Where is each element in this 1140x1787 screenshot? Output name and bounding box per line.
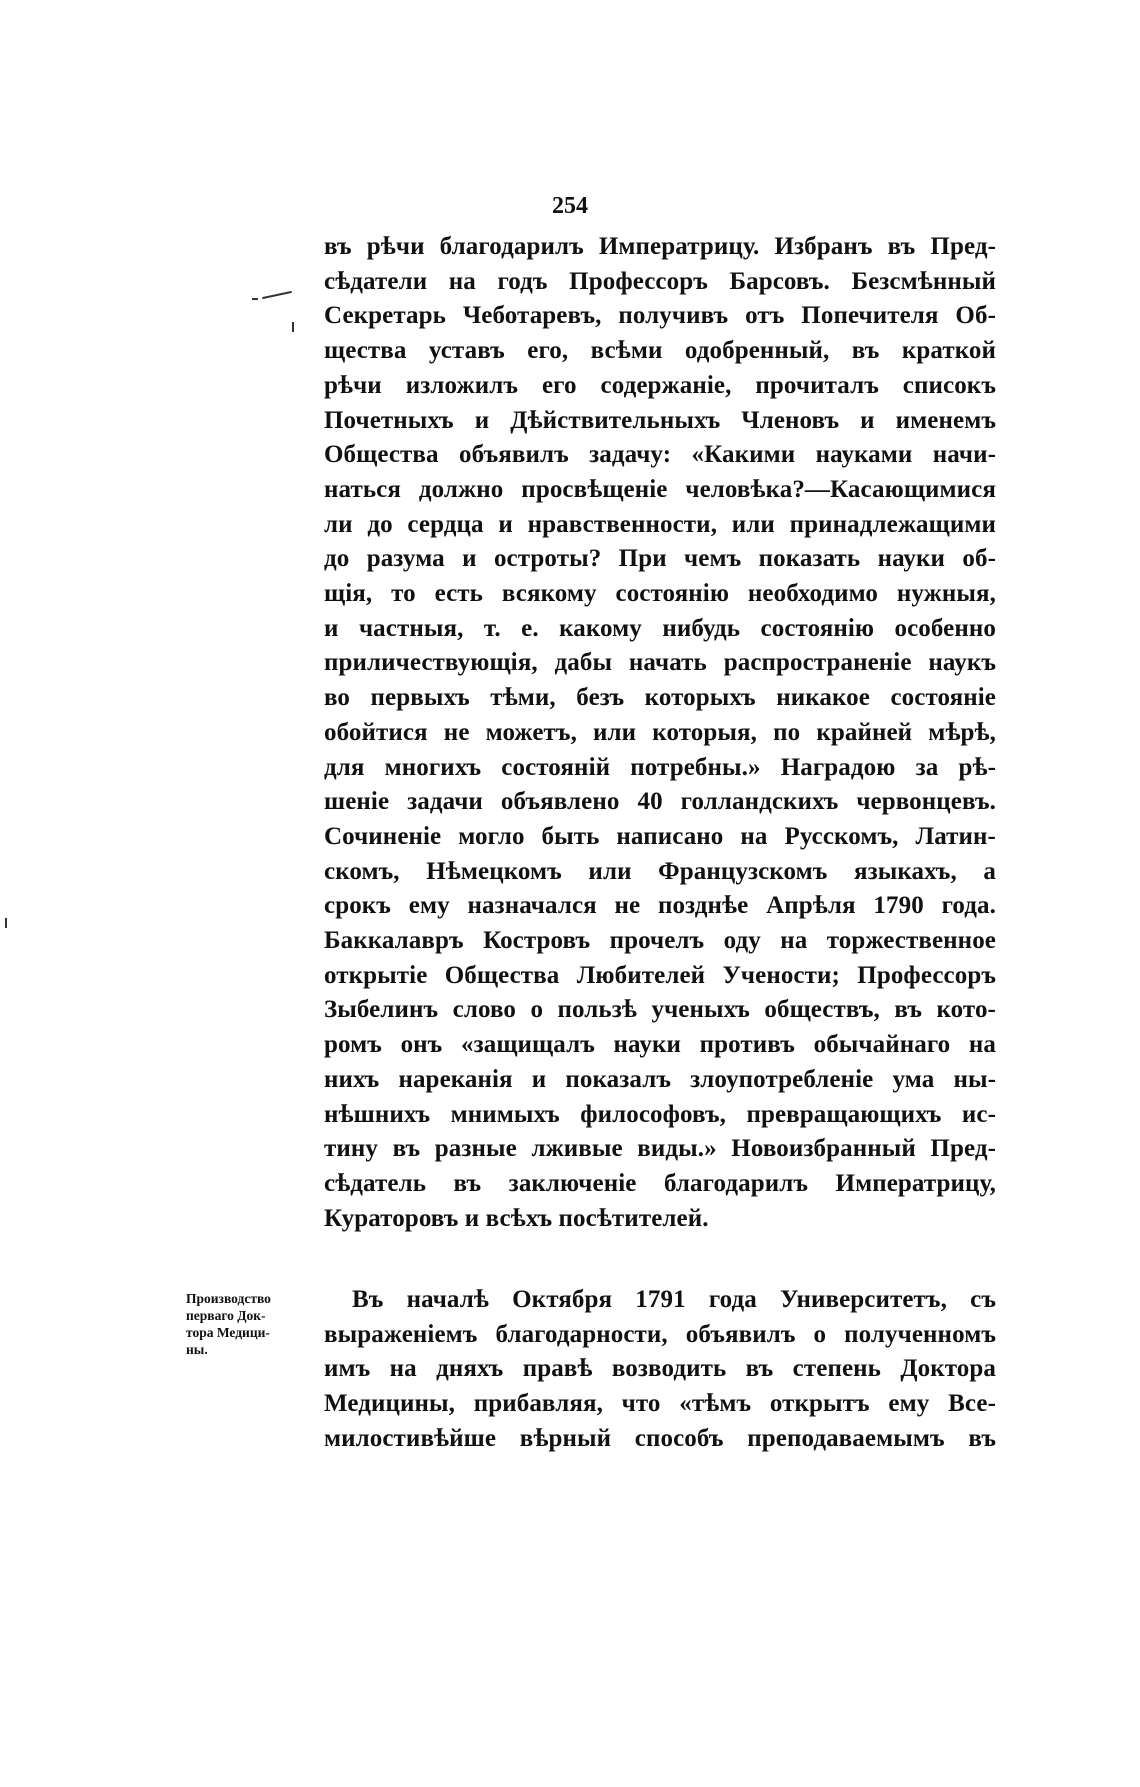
scan-mark: [262, 291, 292, 299]
text-line: во первыхъ тѣми, безъ которыхъ никакое состояніе: [324, 684, 996, 712]
text-line: рѣчи изложилъ его содержаніе, прочиталъ списокъ: [324, 371, 996, 399]
text-line: Секретарь Чеботаревъ, получивъ отъ Попечителя Об-: [324, 302, 996, 330]
text-line: имъ на дняхъ правѣ возводить въ степень Доктора: [324, 1355, 996, 1383]
page-number: 254: [552, 193, 588, 219]
margin-note-line: перваго Док-: [186, 1308, 266, 1323]
text-line: Общества объявилъ задачу: «Какими науками начи-: [324, 441, 996, 469]
scan-mark: [5, 918, 7, 928]
text-line: Зыбелинъ слово о пользѣ ученыхъ обществъ, въ кото-: [324, 996, 996, 1024]
text-line: и частныя, т. е. какому нибудь состоянію особенно: [324, 614, 996, 642]
text-line: Въ началѣ Октября 1791 года Университетъ, съ: [352, 1286, 996, 1313]
text-line: обойтися не можетъ, или которыя, по крайней мѣрѣ,: [324, 718, 996, 746]
scan-mark: [252, 298, 258, 300]
text-line: нѣшнихъ мнимыхъ философовъ, превращающихъ ис-: [324, 1100, 996, 1128]
text-line: Медицины, прибавляя, что «тѣмъ открытъ ему Все-: [324, 1390, 996, 1418]
body-paragraph-1: [324, 230, 996, 1236]
margin-note-line: Производство: [186, 1291, 271, 1306]
text-line: Сочиненіе могло быть написано на Русскомъ, Латин-: [324, 822, 996, 850]
text-line: ромъ онъ «защищалъ науки противъ обычайнаго на: [324, 1031, 996, 1059]
body-paragraph-2: [324, 1283, 996, 1457]
text-line: ли до сердца и нравственности, или принадлежащими: [324, 510, 996, 538]
text-line: Кураторовъ и всѣхъ посѣтителей.: [324, 1204, 709, 1232]
text-line: скомъ, Нѣмецкомъ или Французскомъ языкахъ, а: [324, 857, 996, 885]
scan-mark: [292, 322, 294, 332]
margin-note-line: тора Медици-: [186, 1325, 270, 1340]
text-line: сѣдатель въ заключеніе благодарилъ Императрицу,: [324, 1169, 996, 1197]
text-line: наться должно просвѣщеніе человѣка?—Касающимися: [324, 475, 996, 503]
text-line: щества уставъ его, всѣми одобренный, въ краткой: [324, 337, 996, 365]
text-line: шеніе задачи объявлено 40 голландскихъ червонцевъ.: [324, 788, 996, 816]
text-line: въ рѣчи благодарилъ Императрицу. Избранъ въ Пред-: [324, 233, 996, 260]
text-line: срокъ ему назначался не позднѣе Апрѣля 1790 года.: [324, 892, 996, 920]
text-line: открытіе Общества Любителей Учености; Профессоръ: [324, 961, 996, 989]
text-line: нихъ нареканія и показалъ злоупотребленіе ума ны-: [324, 1065, 996, 1093]
text-line: милостивѣйше вѣрный способъ преподаваемымъ въ: [324, 1424, 996, 1452]
margin-note: [186, 1290, 316, 1358]
text-line: выраженіемъ благодарности, объявилъ о полученномъ: [324, 1320, 996, 1348]
margin-note-line: ны.: [186, 1342, 208, 1357]
text-line: щія, то есть всякому состоянію необходимо нужныя,: [324, 580, 996, 608]
text-line: до разума и остроты? При чемъ показать науки об-: [324, 545, 996, 573]
text-line: Почетныхъ и Дѣйствительныхъ Членовъ и именемъ: [324, 406, 996, 434]
text-line: сѣдатели на годъ Профессоръ Барсовъ. Безсмѣнный: [324, 267, 996, 295]
text-line: приличествующія, дабы начать распространеніе наукъ: [324, 649, 996, 677]
text-line: Баккалавръ Костровъ прочелъ оду на торжественное: [324, 927, 996, 955]
text-line: для многихъ состояній потребны.» Наградою за рѣ-: [324, 753, 996, 781]
text-line: тину въ разные лживые виды.» Новоизбранный Пред-: [324, 1135, 996, 1163]
